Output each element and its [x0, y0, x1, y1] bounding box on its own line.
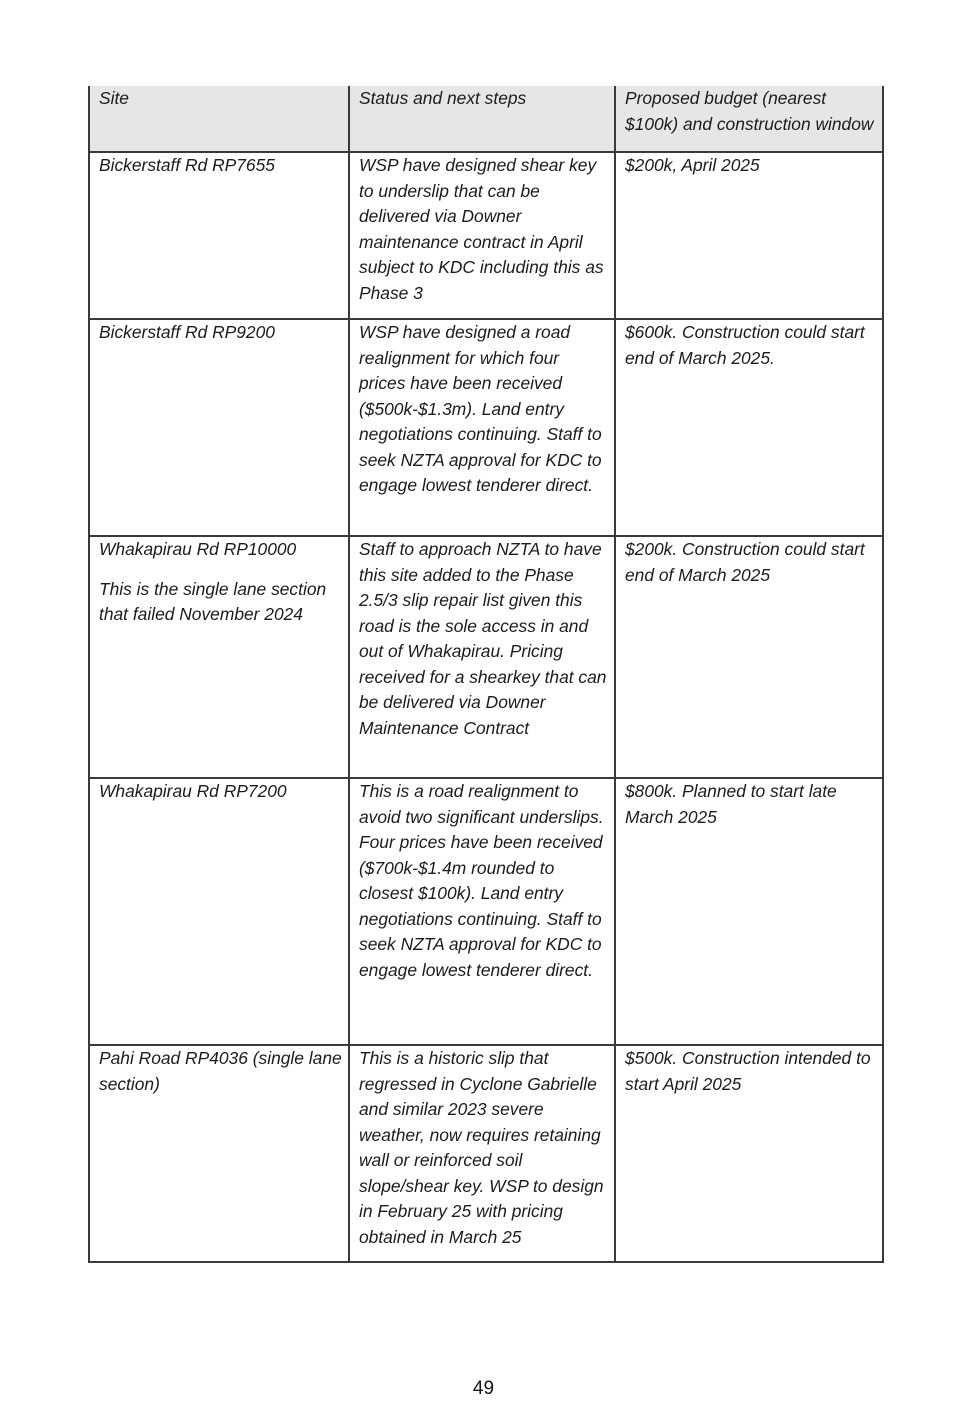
status-text: WSP have designed a road realignment for which four prices have been received ($500k-$1.3m). Land entry negotiations continuing. Staff to seek NZTA approval for KDC to engage lowest tenderer direct.	[359, 322, 602, 495]
slip-repair-table	[88, 86, 884, 1263]
site-cell	[89, 536, 349, 778]
site-name: Bickerstaff Rd RP7655	[99, 155, 275, 175]
site-cell	[89, 1045, 349, 1262]
status-cell	[349, 319, 615, 536]
site-name: Whakapirau Rd RP7200	[99, 781, 287, 801]
budget-text: $800k. Planned to start late March 2025	[625, 781, 837, 827]
budget-text: $200k, April 2025	[625, 155, 760, 175]
site-name: Bickerstaff Rd RP9200	[99, 322, 275, 342]
status-text: This is a historic slip that regressed in Cyclone Gabrielle and similar 2023 severe weather, now requires retaining wall or reinforced soil slope/shear key. WSP to design in February 25 with pricing obtained in March 25	[359, 1048, 604, 1247]
header-budget: Proposed budget (nearest $100k) and construction window	[615, 86, 883, 152]
budget-cell	[615, 319, 883, 536]
table-row	[89, 778, 883, 1045]
status-cell	[349, 536, 615, 778]
status-cell	[349, 1045, 615, 1262]
table-row	[89, 152, 883, 319]
status-cell	[349, 778, 615, 1045]
status-text: Staff to approach NZTA to have this site added to the Phase 2.5/3 slip repair list given this road is the sole access in and out of Whakapirau. Pricing received for a shearkey that can be delivered via Downer Maintenance Contract	[359, 539, 607, 738]
status-text: This is a road realignment to avoid two significant underslips. Four prices have been received ($700k-$1.4m rounded to closest $100k). Land entry negotiations continuing. Staff to seek NZTA approval for KDC to engage lowest tenderer direct.	[359, 781, 604, 980]
site-name: Whakapirau Rd RP10000	[99, 539, 297, 559]
budget-cell	[615, 536, 883, 778]
table-row	[89, 536, 883, 778]
budget-text: $600k. Construction could start end of March 2025.	[625, 322, 865, 368]
table-row	[89, 1045, 883, 1262]
status-cell	[349, 152, 615, 319]
site-cell	[89, 778, 349, 1045]
status-text: WSP have designed shear key to underslip that can be delivered via Downer maintenance contract in April subject to KDC including this as Phase 3	[359, 155, 604, 303]
table-header-row	[89, 86, 883, 152]
budget-cell	[615, 152, 883, 319]
budget-text: $500k. Construction intended to start April 2025	[625, 1048, 871, 1094]
table-row	[89, 319, 883, 536]
site-note: This is the single lane section that failed November 2024	[99, 578, 327, 624]
site-cell	[89, 152, 349, 319]
header-site: Site	[89, 86, 349, 152]
site-cell	[89, 319, 349, 536]
page-number: 49	[472, 1378, 495, 1399]
budget-cell	[615, 778, 883, 1045]
budget-cell	[615, 1045, 883, 1262]
header-status: Status and next steps	[349, 86, 615, 152]
site-name: Pahi Road RP4036 (single lane section)	[99, 1048, 342, 1094]
budget-text: $200k. Construction could start end of March 2025	[625, 539, 865, 585]
